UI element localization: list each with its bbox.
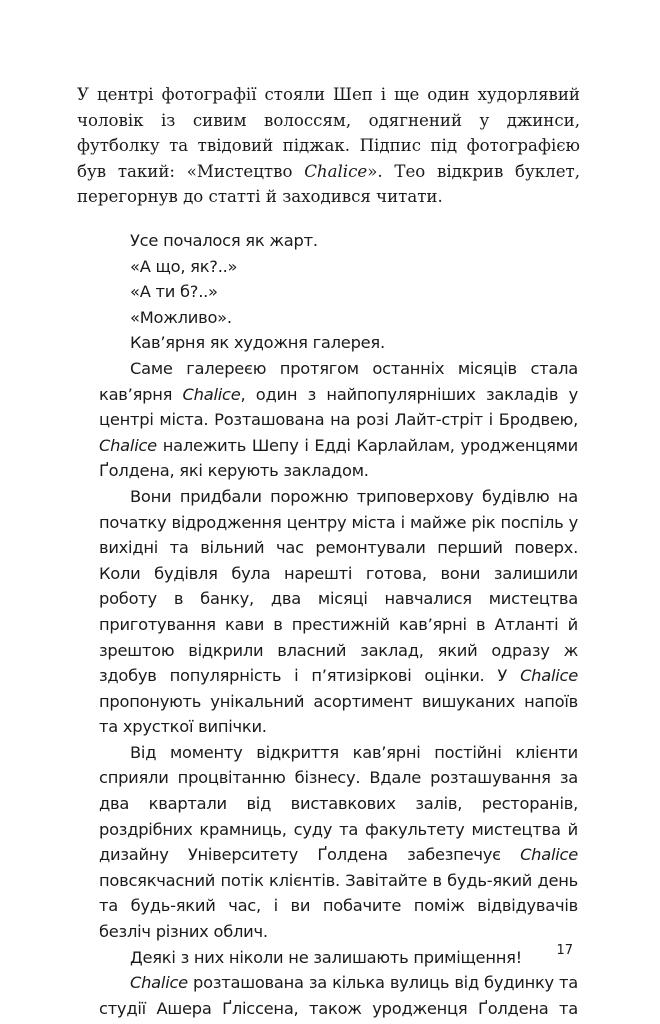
page-number: 17 xyxy=(556,943,573,958)
intro-paragraph: У центрі фотографії стояли Шеп і ще один худорлявий чоловік із сивим волоссям, одягнений у джинси, футболку та твідовий піджак. Підпис під фотографією був такий: «Мистецтво Chalice». Тео відкрив буклет, перегорнув до статті й заходився читати. xyxy=(77,85,580,207)
article-paragraph: Вони придбали порожню триповерхову будівлю на початку відродження центру міста і майже рік поспіль у вихідні та вільний час ремонтували перший поверх. Коли будівля була нарешті готова, вони залишили роботу в банку, два місяці навчалися мистецтва приготування кави в престижній кав’ярні в Атланті й зрештою відкрили власний заклад, який одразу ж здобув популярність і п’ятизіркові оцінки. У Chalice пропонують унікальний асортимент вишуканих напоїв та хрусткої випічки. xyxy=(99,486,578,737)
article-paragraph: Кав’ярня як художня галерея. xyxy=(130,333,385,353)
article-paragraph: «Можливо». xyxy=(130,307,232,327)
article-paragraph: Усе почалося як жарт. xyxy=(130,231,318,250)
article-excerpt xyxy=(99,228,578,1021)
article-paragraph: Chalice розташована за кілька вулиць від будинку та студії Ашера Ґліссена, також уродженця Ґолдена та xyxy=(99,973,578,1018)
article-paragraph: «А ти б?..» xyxy=(130,282,218,302)
article-paragraph: Саме галереєю протягом останніх місяців стала кав’ярня Chalice, один з найпопулярніших закладів у центрі міста. Розташована на розі Лайт-стріт і Бродвею, Chalice належить Шепу і Едді Карлайлам, уродженцями Ґолдена, які керують закладом. xyxy=(99,358,578,481)
article-paragraph: Від моменту відкриття кав’ярні постійні клієнти сприяли процвітанню бізнесу. Вдале розташування за два квартали від виставкових залів, ресторанів, роздрібних крамниць, суду та факультету мистецтва й дизайну Університету Ґолдена забезпечує Chalice повсякчасний потік клієнтів. Завітайте в будь-який день та будь-який час, і ви побачите поміж відвідувачів безліч різних облич. xyxy=(99,742,578,942)
article-paragraph: «А що, як?..» xyxy=(130,256,238,276)
article-paragraph: Деякі з них ніколи не залишають приміщення! xyxy=(130,947,522,967)
